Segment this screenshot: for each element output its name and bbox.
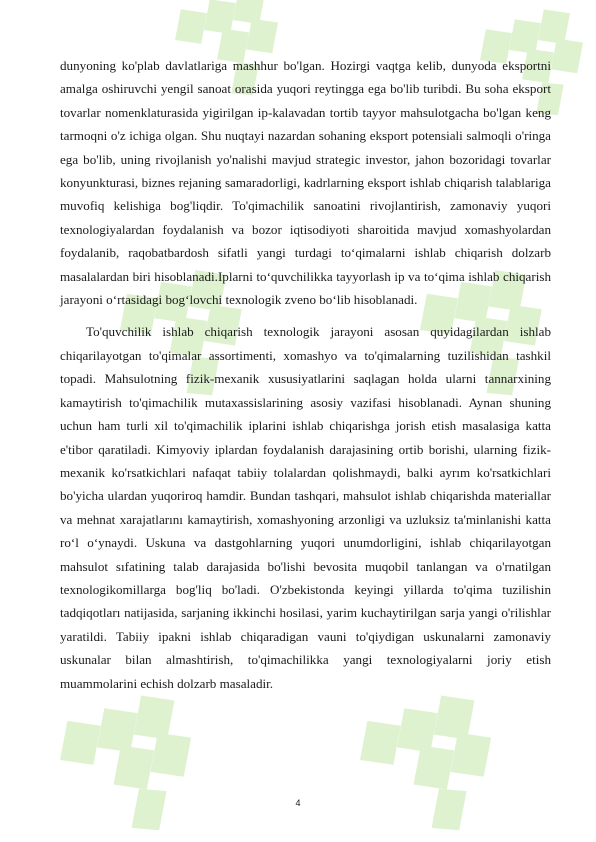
paragraph-2: To'quvchilik ishlab chiqarish texnologik jarayoni asosan quyidagilardan ishlab chiqarilayotgan to'qimalar assortimenti, xomashyo va to'qimalarning tuzilishidan tashkil topadi. Mahsulotning fizik-mexanik xususiyatlarini saqlagan holda ularni tannarxining kamaytirish to'qimachilik mutaxassislarining asosiy vazifasi hisoblanadi. Aynan shuning uchun ham turli xil to'qimachilik iplarini ishlab chiqarishga jorish etish masalasiga katta e'tibor qaratiladi. Kimyoviy iplardan foydalanish darajasining ortib borishi, ularning fizik-mexanik ko'rsatkichlari nafaqat tabiiy tolalardan qolishmaydi, balki ayrım ko'rsatkichlari bo'yicha ulardan yuqoriroq hamdir. Bundan tashqari, mahsulot ishlab chiqarishda materiallar va mehnat xarajatlarını kamaytirish, xomashyoning arzonligi va uzluksiz ta'minlanishi katta ro‘l o‘ynaydi. Uskuna va dastgohlarning yuqori unumdorligini, ishlab chiqarilayotgan mahsulot sıfatining talab darajasida bo'lishi bevosita muqobil tanlangan va o'rnatilgan texnologikomillarga bog'liq bo'ladi. O'zbekistonda keyingi yillarda to'qima tuzilishin tadqiqotları natijasida, sarjaning ikkinchi hosilasi, yarim kuchaytirilgan sarja yangi o'rilishlar yaratildi. Tabiiy ipakni ishlab chiqaradigan vauni to'qiydigan uskunalarni zamonaviy uskunalar bilan almashtirish, to'qimachilikka yangi texnologiyalarni joriy etish muammolarini echish dolzarb masaladir. xyxy=(60,324,551,691)
page-number: 4 xyxy=(295,798,301,808)
paragraph-1: dunyoning ko'plab davlatlariga mashhur bo'lgan. Hozirgi vaqtga kelib, dunyoda eksportni amalga oshiruvchi yengil sanoat orasida yuqori reytingga ega bo'lib turibdi. Bu soha eksport tovarlar nomenklaturasida yigirilgan ip-kalavadan tortib tayyor mahsulotgacha bo'lgan keng tarmoqni o'z ichiga olgan. Shu nuqtayi nazardan sohaning eksport potensiali salmoqli o'ringa ega bo'lib, uning rivojlanish yo'nalishi mavjud strategic investor, jahon bozoridagi tovarlar konyunkturasi, biznes rejaning samaradorligi, kadrlarning eksport ishlab chiqarish talablariga muvofiq kelishiga bog'liqdir. To'qimachilik sanoatini rivojlantirish, zamonaviy yuqori texnologiyalardan foydalanish va bozor iqtisodiyoti sharoitida mavjud xomashyolardan foydalanib, raqobatbardosh sifatli yangi turdagi to‘qimalarni ishlab chiqarish dolzarb masalalardan biri hisoblanadi.Iplarni to‘quvchilikka tayyorlash ip va to‘qima ishlab chiqarish jarayoni o‘rtasidagi bog‘lovchi texnologik zveno bo‘lib hisoblanadi. xyxy=(60,58,551,308)
body-text xyxy=(60,54,551,695)
